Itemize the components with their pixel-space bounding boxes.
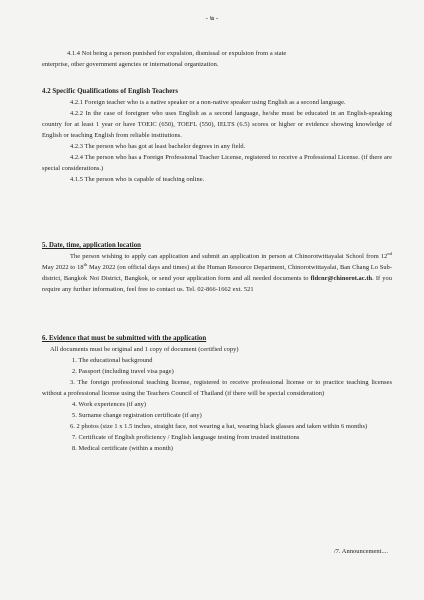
- para-4-2-4: 4.2.4 The person who has a Foreign Professional Teacher License, registered to receive a Professional License. (if there are special considerations.): [42, 154, 392, 172]
- section-5: [42, 240, 392, 295]
- doc-item-8: 8. Medical certificate (within a month): [72, 445, 173, 452]
- section-6-intro: All documents must be original and 1 copy of document (certified copy): [50, 346, 239, 353]
- contact-email-link[interactable]: fldcnr@chinorot.ac.th: [310, 275, 373, 282]
- section-4-2-heading: 4.2 Specific Qualifications of English Teachers: [42, 88, 179, 95]
- item-4-1-4: 4.1.4 Not being a person punished for expulsion, dismissal or expulsion from a state enterprise, other government agencies or international organization.: [42, 50, 287, 68]
- doc-item-1: 1. The educational background: [72, 357, 153, 364]
- page-number: - ๒ -: [205, 14, 219, 22]
- doc-item-7: 7. Certificate of English proficiency / English language testing from trusted institutions: [72, 434, 300, 441]
- para-4-2-3: 4.2.3 The person who has got at least bachelor degrees in any field.: [70, 143, 246, 150]
- section-5-body: The person wishing to apply can application and submit an application in person at Chinorotwittayalai School from 12nd May 2022 to 18th May 2022 (on official days and times) at the Human Resource Department, Chinorotwittayalai, Ban Chang Lo Sub-district, Bangkok Noi District, Bangkok, or send your application form and all needed documents to fldcnr@chinorot.ac.th. If you require any further information, feel free to contact us. Tel. 02-866-1662 ext. 521: [42, 250, 392, 293]
- doc-item-4: 4. Work experiences (if any): [72, 401, 147, 408]
- doc-item-6: 6. 2 photos (size 1 x 1.5 inches, straight face, not wearing a hat, wearing black glasses and taken within 6 months): [70, 423, 368, 430]
- doc-item-2: 2. Passport (including travel visa page): [72, 368, 174, 375]
- section-5-heading: 5. Date, time, application location: [42, 242, 141, 249]
- section-6: [42, 333, 392, 454]
- section-6-heading: 6. Evidence that must be submitted with the application: [42, 335, 207, 342]
- section-4-2: [42, 86, 392, 185]
- para-4-2-2: 4.2.2 In the case of foreigner who uses English as a second language, he/she must be educated in an English-speaking country for at least 1 year or have TOEIC (650), TOEFL (550), IELTS (6.5) scores or higher or evidence showing knowledge of English or teaching English from reliable institutions.: [42, 110, 392, 139]
- para-4-1-5: 4.1.5 The person who is capable of teaching online.: [70, 176, 205, 183]
- doc-item-3: 3. The foreign professional teaching license, registered to receive professional license or to practice teaching licenses without a professional license using the Teachers Council of Thailand (if there will be special consideration): [42, 379, 392, 397]
- continuation-note: /7. Announcement....: [333, 548, 388, 555]
- doc-item-5: 5. Surname change registration certificate (if any): [72, 412, 202, 419]
- para-4-2-1: 4.2.1 Foreign teacher who is a native speaker or a non-native speaker using English as a second language.: [70, 99, 346, 106]
